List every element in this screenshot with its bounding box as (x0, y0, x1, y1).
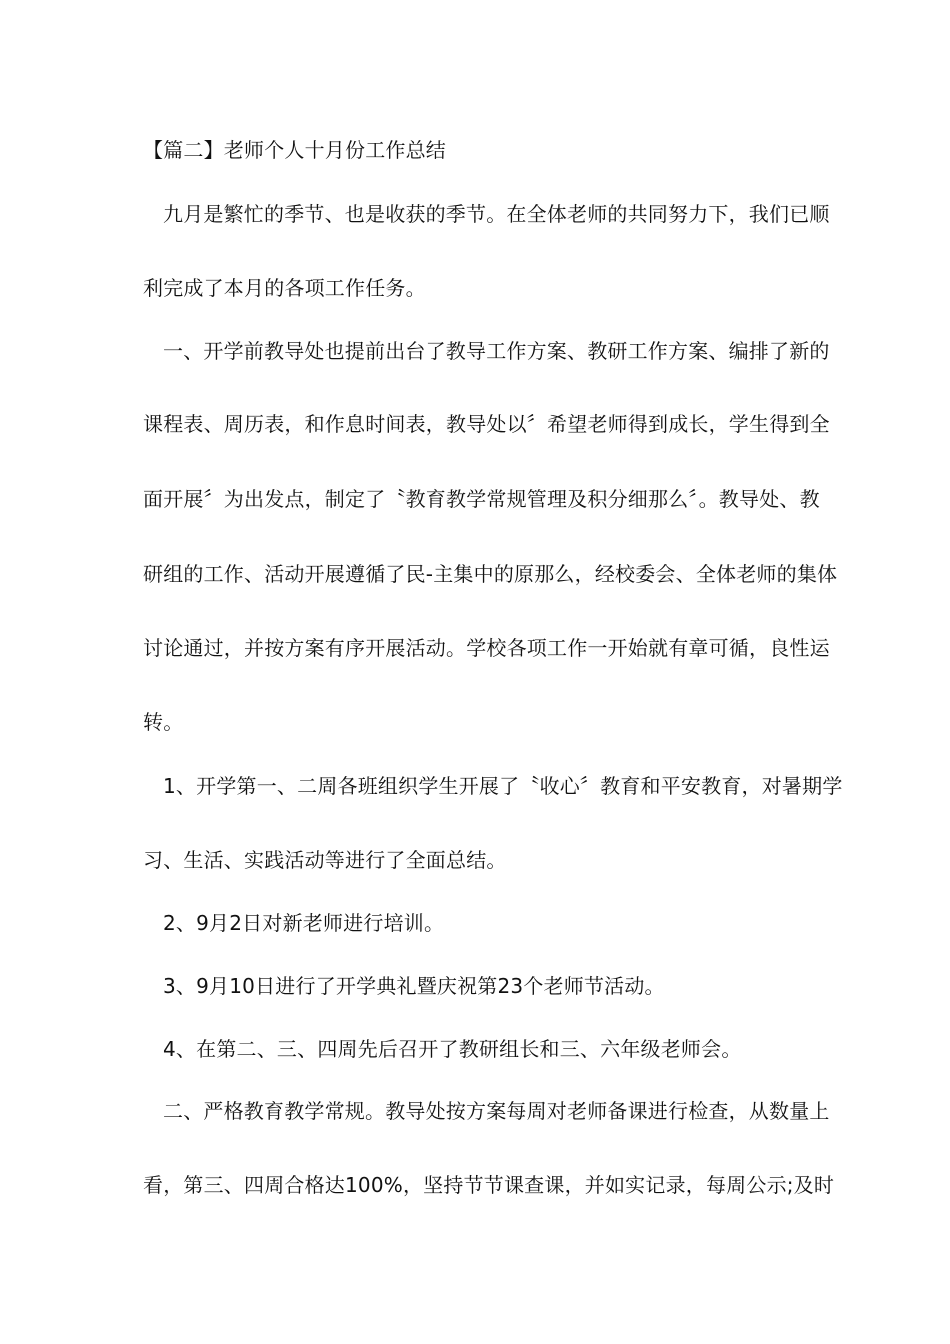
paragraph-line: 一、开学前教导处也提前出台了教导工作方案、教研工作方案、编排了新的 (163, 339, 830, 363)
paragraph-line: 利完成了本月的各项工作任务。 (143, 276, 426, 300)
paragraph-line: 面开展〞为出发点，制定了〝教育教学常规管理及积分细那么〞。教导处、教 (143, 487, 820, 511)
paragraph-line: 转。 (143, 710, 184, 734)
list-item-line: 3、9月10日进行了开学典礼暨庆祝第23个老师节活动。 (163, 974, 665, 998)
paragraph-line: 九月是繁忙的季节、也是收获的季节。在全体老师的共同努力下，我们已顺 (163, 202, 830, 226)
document-title: 【篇二】老师个人十月份工作总结 (143, 138, 446, 162)
list-item-line: 习、生活、实践活动等进行了全面总结。 (143, 848, 507, 872)
paragraph-line: 看，第三、四周合格达100%，坚持节节课查课，并如实记录，每周公示;及时 (143, 1173, 835, 1197)
paragraph-line: 讨论通过，并按方案有序开展活动。学校各项工作一开始就有章可循，良性运 (143, 636, 830, 660)
paragraph-line: 二、严格教育教学常规。教导处按方案每周对老师备课进行检查，从数量上 (163, 1099, 830, 1123)
list-item-line: 1、开学第一、二周各班组织学生开展了〝收心〞教育和平安教育，对暑期学 (163, 774, 843, 798)
paragraph-line: 课程表、周历表，和作息时间表，教导处以〞希望老师得到成长，学生得到全 (143, 412, 830, 436)
list-item-line: 4、在第二、三、四周先后召开了教研组长和三、六年级老师会。 (163, 1037, 742, 1061)
paragraph-line: 研组的工作、活动开展遵循了民-主集中的原那么，经校委会、全体老师的集体 (143, 562, 838, 586)
list-item-line: 2、9月2日对新老师进行培训。 (163, 911, 445, 935)
